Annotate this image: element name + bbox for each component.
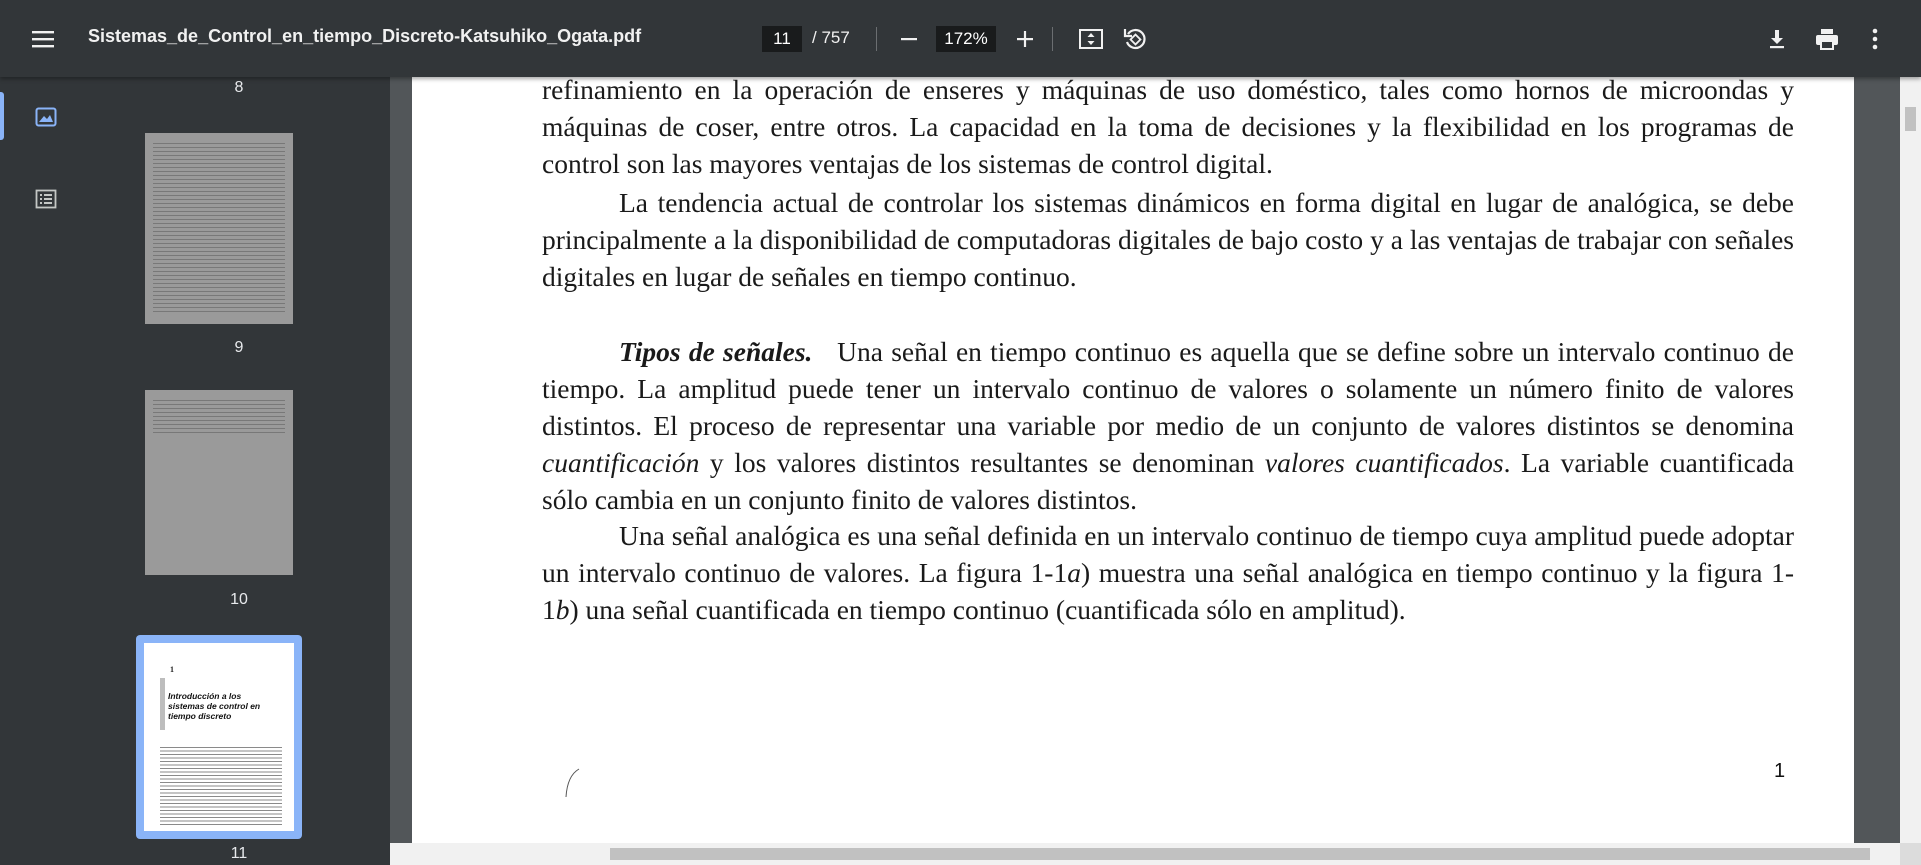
toolbar-divider bbox=[1052, 27, 1053, 51]
vertical-scrollbar[interactable] bbox=[1900, 77, 1921, 843]
hamburger-menu-icon[interactable] bbox=[26, 22, 60, 56]
more-vert-icon bbox=[1871, 28, 1879, 50]
download-icon bbox=[1766, 28, 1788, 50]
paragraph-text: . La variable cuantificada sólo cambia en un conjunto finito de valores distintos. bbox=[542, 447, 1795, 515]
minus-icon bbox=[900, 30, 918, 48]
fit-to-page-icon bbox=[1078, 27, 1104, 51]
thumbnail-text-lines bbox=[153, 143, 285, 314]
toolbar-divider bbox=[876, 27, 877, 51]
zoom-out-button[interactable] bbox=[892, 22, 926, 56]
horizontal-scrollbar[interactable] bbox=[412, 843, 1900, 865]
rotate-button[interactable] bbox=[1118, 22, 1152, 56]
italic-term: valores cuantificados bbox=[1264, 447, 1504, 478]
paragraph bbox=[542, 333, 1794, 518]
sidebar-rail bbox=[0, 77, 88, 865]
thumbnail-page-9[interactable] bbox=[145, 133, 293, 324]
thumbnail-page-11 bbox=[144, 643, 294, 831]
document-title: Sistemas_de_Control_en_tiempo_Discreto-Katsuhiko_Ogata.pdf bbox=[88, 26, 642, 46]
rotate-icon bbox=[1122, 26, 1148, 52]
pdf-page bbox=[412, 77, 1854, 843]
thumbnails-view-button[interactable] bbox=[26, 97, 66, 137]
zoom-in-button[interactable] bbox=[1008, 22, 1042, 56]
paragraph-text: Una señal en tiempo continuo es aquella que se define sobre un intervalo continuo de tiempo. La amplitud puede tener un intervalo continuo de valores o solamente un número finito de valores distintos. El proceso de representar una variable por medio de un conjunto de valores distintos se denomina bbox=[542, 336, 1794, 441]
figure-letter: b bbox=[555, 594, 570, 625]
paragraph-text: Una señal analógica es una señal definida en un intervalo continuo de tiempo cuya amplitud puede adoptar un intervalo continuo de valores. La figura 1-1 bbox=[542, 520, 1794, 588]
fit-to-page-button[interactable] bbox=[1074, 22, 1108, 56]
thumbnail-text-lines bbox=[160, 747, 282, 827]
thumbnail-label: 9 bbox=[234, 339, 244, 356]
active-indicator bbox=[0, 92, 4, 140]
thumbnail-chapter-number: 1 bbox=[170, 665, 174, 674]
chapter-bar bbox=[160, 678, 165, 730]
scrollbar-thumb[interactable] bbox=[610, 848, 1870, 860]
paragraph bbox=[542, 517, 1794, 628]
print-button[interactable] bbox=[1810, 22, 1844, 56]
zoom-level-input[interactable] bbox=[936, 26, 996, 52]
document-viewport[interactable] bbox=[390, 77, 1900, 843]
outline-view-button[interactable] bbox=[26, 179, 66, 219]
thumbnail-page-10[interactable] bbox=[145, 390, 293, 575]
page-number-input[interactable] bbox=[762, 26, 802, 52]
thumbnail-label: 11 bbox=[230, 845, 248, 862]
thumbnail-text-lines bbox=[153, 400, 285, 435]
paragraph-text: La tendencia actual de controlar los sistemas dinámicos en forma digital en lugar de analógica, se debe principalmente a la disponibilidad de computadoras digitales de bajo costo y a las ventajas de trabajar con señales digitales en lugar de señales en tiempo continuo. bbox=[542, 187, 1794, 292]
print-icon bbox=[1814, 27, 1840, 51]
paragraph-text: ) muestra una señal analógica en tiempo continuo y la figura 1-1 bbox=[542, 557, 1794, 625]
scrollbar-thumb[interactable] bbox=[1905, 107, 1916, 131]
thumbnail-selected-frame[interactable] bbox=[136, 635, 302, 839]
thumbnail-label: 8 bbox=[234, 79, 244, 96]
paragraph-text: ) una señal cuantificada en tiempo continuo (cuantificada sólo en amplitud). bbox=[569, 594, 1406, 625]
pdf-toolbar bbox=[0, 0, 1921, 77]
download-button[interactable] bbox=[1760, 22, 1794, 56]
page-total: / 757 bbox=[812, 28, 850, 47]
figure-letter: a bbox=[1067, 557, 1081, 588]
thumbnails-icon bbox=[35, 107, 57, 127]
thumbnail-chapter-title: Introducción a los sistemas de control en tiempo discreto bbox=[168, 691, 261, 721]
paragraph bbox=[542, 77, 1794, 182]
section-heading: Tipos de señales. bbox=[619, 336, 813, 367]
page-number: 1 bbox=[1774, 760, 1786, 782]
plus-icon bbox=[1016, 30, 1034, 48]
italic-term: cuantificación bbox=[542, 447, 700, 478]
thumbnail-label: 10 bbox=[230, 591, 248, 608]
paragraph-text: refinamiento en la operación de enseres y máquinas de uso doméstico, tales como hornos de microondas y máquinas de coser, entre otros. La capacidad en la toma de decisiones y la flexibilidad en los programas de control son las mayores ventajas de los sistemas de control digital. bbox=[542, 77, 1794, 179]
paragraph bbox=[542, 184, 1794, 295]
pen-mark bbox=[562, 767, 582, 801]
outline-icon bbox=[35, 189, 57, 209]
scrollbar-corner bbox=[1900, 843, 1921, 865]
paragraph-text: y los valores distintos resultantes se denominan bbox=[709, 447, 1255, 478]
thumbnails-panel bbox=[88, 77, 390, 865]
more-options-button[interactable] bbox=[1858, 22, 1892, 56]
